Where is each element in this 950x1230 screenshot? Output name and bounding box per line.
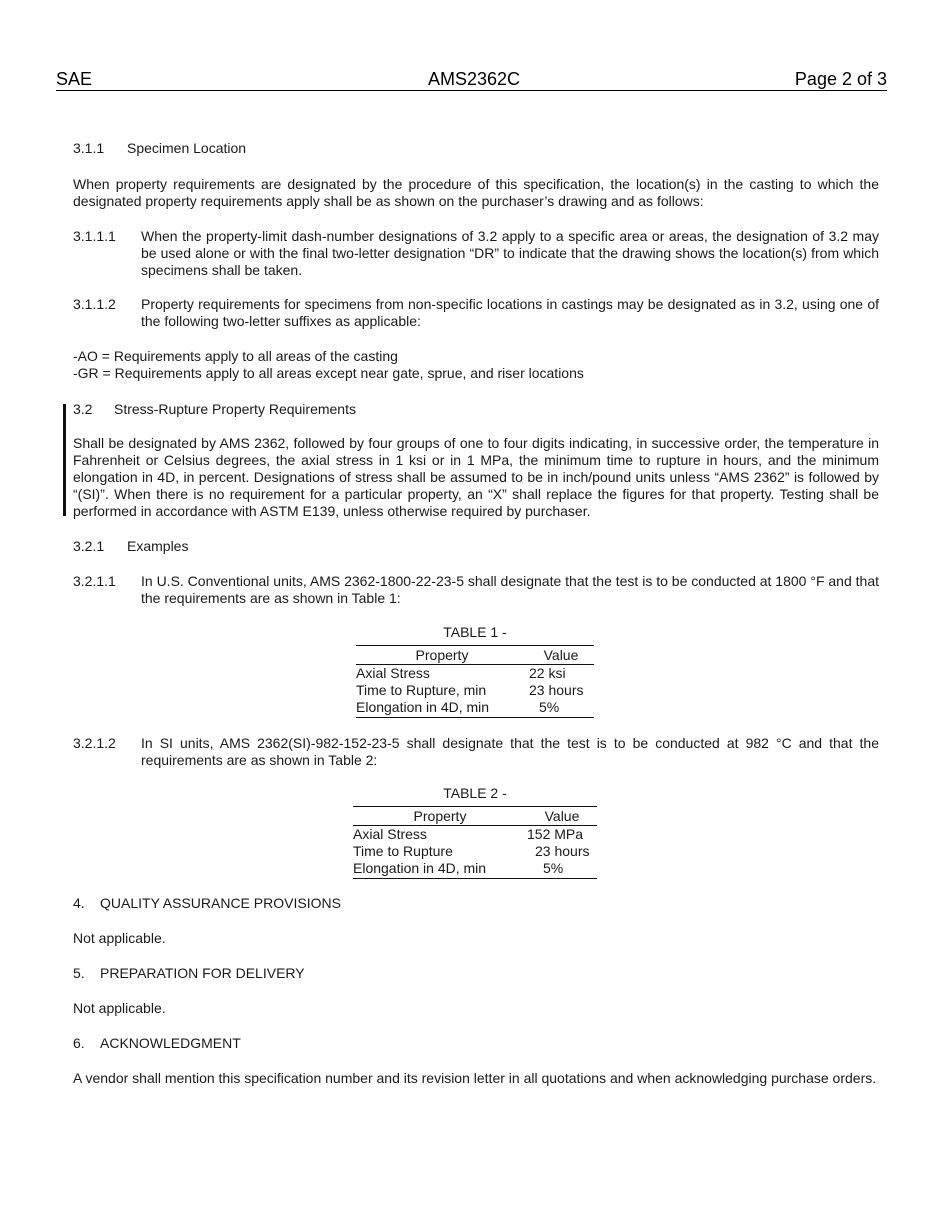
table-cell: 23 hours	[529, 682, 584, 698]
table-header-property: Property	[413, 808, 467, 824]
section-number: 5.	[73, 965, 85, 981]
clause-number: 3.1.1.1	[73, 228, 116, 244]
section-6-text: A vendor shall mention this specification number and its revision letter in all quotations and when acknowledging purchase orders.	[73, 1070, 877, 1086]
paragraph-3-1-1: When property requirements are designated by the procedure of this specification, the location(s) in the casting to which the designated property requirements apply shall be as shown on the purchaser’s drawing and as follows:	[73, 176, 879, 209]
table-top-rule	[356, 645, 594, 646]
suffix-list	[73, 348, 879, 382]
section-3-2-1-heading	[73, 538, 879, 556]
section-4-text: Not applicable.	[73, 930, 166, 946]
clause-number: 3.2.1.2	[73, 735, 116, 751]
table-1	[356, 624, 594, 718]
table-cell: Elongation in 4D, min	[356, 699, 490, 715]
section-number: 3.1.1	[73, 140, 105, 156]
section-5-text: Not applicable.	[73, 1000, 166, 1016]
paragraph-3-2: Shall be designated by AMS 2362, followed by four groups of one to four digits indicating, in successive order, the temperature in Fahrenheit or Celsius degrees, the axial stress in 1 ksi or in 1 MPa, the minimum time to rupture in hours, and the minimum elongation in 4D, in percent. Designations of stress shall be assumed to be in inch/pound units unless “AMS 2362” is followed by “(SI)”. When there is no requirement for a particular property, an “X” shall replace the figures for that property. Testing shall be performed in accordance with ASTM E139, unless otherwise required by purchaser.	[73, 435, 879, 519]
clause-3-1-1-2	[73, 296, 879, 332]
section-title: Stress-Rupture Property Requirements	[114, 401, 356, 417]
clause-3-2-1-2	[73, 735, 879, 771]
table-caption: TABLE 1 -	[443, 624, 507, 640]
table-cell: 5%	[543, 860, 564, 876]
section-title: Specimen Location	[127, 140, 247, 156]
clause-text: In SI units, AMS 2362(SI)-982-152-23-5 shall designate that the test is to be conducted at 982 °C and that the requirements are as shown in Table 2:	[141, 735, 879, 768]
section-number: 6.	[73, 1035, 85, 1051]
section-6-heading	[73, 1035, 879, 1053]
clause-number: 3.1.1.2	[73, 296, 116, 312]
table-header-property: Property	[415, 647, 469, 663]
table-cell: 22 ksi	[529, 665, 566, 681]
suffix-item: -AO = Requirements apply to all areas of the casting	[73, 348, 398, 364]
suffix-item: -GR = Requirements apply to all areas except near gate, sprue, and riser locations	[73, 365, 584, 381]
table-top-rule	[353, 806, 597, 807]
clause-3-2-1-1	[73, 573, 879, 609]
table-cell: Axial Stress	[353, 826, 427, 842]
table-cell: 23 hours	[535, 843, 590, 859]
table-header-value: Value	[544, 808, 580, 824]
section-4-heading	[73, 895, 879, 913]
section-3-1-1-heading	[73, 140, 879, 158]
page-header	[56, 68, 887, 91]
section-number: 4.	[73, 895, 85, 911]
table-header-value: Value	[543, 647, 579, 663]
table-cell: 5%	[539, 699, 560, 715]
section-number: 3.2.1	[73, 538, 105, 554]
clause-text: Property requirements for specimens from non-specific locations in castings may be designated as in 3.2, using one of the following two-letter suffixes as applicable:	[141, 296, 879, 329]
header-org: SAE	[56, 69, 93, 89]
table-cell: Elongation in 4D, min	[353, 860, 487, 876]
section-5-heading	[73, 965, 879, 983]
section-title: ACKNOWLEDGMENT	[100, 1035, 241, 1051]
section-number: 3.2	[73, 401, 93, 417]
clause-text: When the property-limit dash-number designations of 3.2 apply to a specific area or areas, the designation of 3.2 may be used alone or with the final two-letter designation “DR” to indicate that the drawing shows the location(s) from which specimens shall be taken.	[141, 228, 879, 278]
clause-text: In U.S. Conventional units, AMS 2362-1800-22-23-5 shall designate that the test is to be conducted at 1800 °F and that the requirements are as shown in Table 1:	[141, 573, 879, 606]
clause-number: 3.2.1.1	[73, 573, 116, 589]
table-2	[353, 785, 597, 879]
header-doc-number: AMS2362C	[428, 69, 521, 89]
table-bottom-rule	[356, 717, 594, 718]
revision-change-bar	[63, 404, 66, 516]
table-bottom-rule	[353, 878, 597, 879]
section-title: QUALITY ASSURANCE PROVISIONS	[100, 895, 341, 911]
table-cell: Time to Rupture, min	[356, 682, 487, 698]
table-caption: TABLE 2 -	[443, 785, 507, 801]
section-title: PREPARATION FOR DELIVERY	[100, 965, 305, 981]
table-cell: Time to Rupture	[353, 843, 453, 859]
section-title: Examples	[127, 538, 189, 554]
table-cell: Axial Stress	[356, 665, 430, 681]
header-page-number: Page 2 of 3	[794, 69, 887, 89]
clause-3-1-1-1	[73, 228, 879, 282]
table-cell: 152 MPa	[527, 826, 584, 842]
section-3-2-heading	[73, 401, 879, 419]
